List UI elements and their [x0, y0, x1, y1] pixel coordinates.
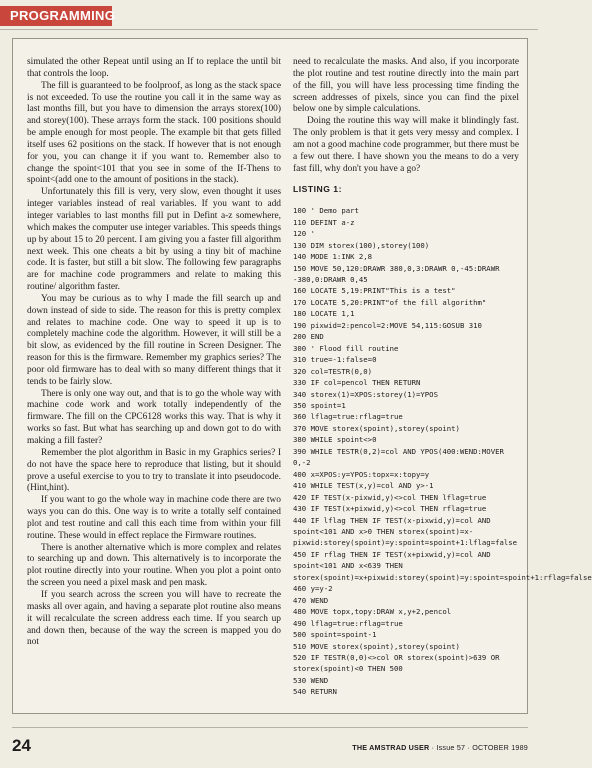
- code-line: 350 spoint=1: [293, 400, 346, 410]
- code-line: 480 MOVE topx,topy:DRAW x,y+2,pencol: [293, 607, 452, 617]
- paragraph: If you search across the screen you will have to recreate the masks all over again, and having a separate plot routine also means it will recalculate the screen address each time. If you search up and down then, because of the way the screen is mapped you do not: [27, 589, 281, 648]
- publication-name: THE AMSTRAD USER: [352, 743, 430, 752]
- code-line: 330 IF col=pencol THEN RETURN: [293, 378, 421, 388]
- code-line: 110 DEFINT a-z: [293, 217, 355, 227]
- code-line: 430 IF TEST(x+pixwid,y)<>col THEN rflag=true: [293, 504, 487, 514]
- section-header: PROGRAMMING: [0, 6, 112, 26]
- issue-info: · Issue 57 · OCTOBER 1989: [429, 743, 528, 752]
- code-listing: [293, 205, 592, 697]
- left-column: [27, 57, 281, 649]
- footer-rule: [12, 727, 528, 728]
- code-line: 190 pixwid=2:pencol=2:MOVE 54,115:GOSUB 310: [293, 320, 482, 330]
- code-line: 390 WHILE TESTR(0,2)=col AND YPOS(400:WEND:MOVER 0,-2: [293, 446, 509, 468]
- paragraph: There is only one way out, and that is to go the whole way with machine code work and work totally independently of the firmware. The fill on the CPC6128 works this way. That is why it works so fast. But what has searching up and down got to do with making a fill faster?: [27, 388, 281, 446]
- code-line: 440 IF lflag THEN IF TEST(x-pixwid,y)=col AND spoint<101 AND x>0 THEN storex(spoint)=x-pixwid:storey(spoint)=y:spoint=spoint+1:lflag=false: [293, 515, 518, 548]
- code-line: 490 lflag=true:rflag=true: [293, 618, 403, 628]
- code-line: 100 ' Demo part: [293, 206, 359, 216]
- code-line: 140 MODE 1:INK 2,8: [293, 252, 373, 262]
- footer-credit: [352, 743, 528, 752]
- code-line: 420 IF TEST(x-pixwid,y)<>col THEN lflag=true: [293, 492, 487, 502]
- code-line: 170 LOCATE 5,20:PRINT"of the fill algorithm": [293, 297, 487, 307]
- paragraph: Doing the routine this way will make it blindingly fast. The only problem is that it gets very messy and complex. I am not a good machine code programmer, but there must be a few out there. I have shown you the means to do a very fast fill, why don't you have a go?: [293, 116, 519, 174]
- code-line: 310 true=-1:false=0: [293, 355, 377, 365]
- paragraph: Unfortunately this fill is very, very slow, even thought it uses integer variables instead of real variables. If you want to add integer variables to last months fill put in Defint a-z somewhere, which makes the computer use integer variables. This speeds things up by about 15 to 20 percent. I am giving you a faster fill algorithm next week. This one cheats a bit by using a tiny bit of machine code. It is faster, but still a bit slow. The following few paragraphs are for machine code programmers and relate to making this routine/ algorithm faster.: [27, 187, 281, 293]
- code-line: 460 y=y-2: [293, 584, 333, 594]
- code-line: 360 lflag=true:rflag=true: [293, 412, 403, 422]
- code-line: 130 DIM storex(100),storey(100): [293, 240, 430, 250]
- code-line: 370 MOVE storex(spoint),storey(spoint): [293, 423, 460, 433]
- code-line: 300 ' Flood fill routine: [293, 343, 399, 353]
- paragraph: If you want to go the whole way in machine code there are two ways you can do this. One way is to write a totally self contained plot and test routine and call this each time from within your fill routine. These would in effect replace the Firmware routines.: [27, 495, 281, 541]
- paragraph: The fill is guaranteed to be foolproof, as long as the stack space is not exceeded. To use the routine you call it in the same way as last months fill, but you have to dimension the arrays storex(100) and storey(100). These arrays form the stack. 100 positions should be ample enough for most people. The example bit that gets filled itself uses 62 positions on the stack. If however that is not enough for you, you can change it if you want to. Remember also to change the spoint<101 that you see in some of the If-Thens to spoint<(add one to the amount of positions in the stack).: [27, 80, 281, 186]
- right-column: [293, 57, 592, 698]
- code-line: 540 RETURN: [293, 687, 337, 697]
- code-line: 380 WHILE spoint<>0: [293, 435, 377, 445]
- code-line: 470 WEND: [293, 595, 329, 605]
- code-line: 120 ': [293, 229, 315, 239]
- code-line: 320 col=TESTR(0,0): [293, 366, 373, 376]
- code-line: 510 MOVE storex(spoint),storey(spoint): [293, 641, 460, 651]
- paragraph: You may be curious as to why I made the fill search up and down instead of side to side. The reason for this is pretty complex and relates to machine code. One way to speed it up is to completely machine code the algorithm. However, it will still be a bit slow, as evidenced by the fill routine in Screen Designer. The reason for this is the firmware. Remember my graphics series? The poor old firmware has to deal with so many different things that it tends to be fairly slow.: [27, 293, 281, 387]
- page-number: 24: [12, 736, 31, 755]
- listing-title: LISTING 1:: [293, 184, 342, 195]
- code-line: 500 spoint=spoint-1: [293, 630, 377, 640]
- header-rule: [0, 29, 538, 30]
- code-line: 400 x=XPOS:y=YPOS:topx=x:topy=y: [293, 469, 430, 479]
- paragraph: Remember the plot algorithm in Basic in my Graphics series? I do not have the space here to reproduce that listing, but it should prove a useful exercise to you to try to translate it into pseudocode. (Hint,hint).: [27, 447, 281, 494]
- paragraph: There is another alternative which is more complex and relates to searching up and down. This alternatively is to incorporate the plot routine directly into your routine. When you plot a point onto the screen you need a pixel mask and pen mask.: [27, 542, 281, 589]
- paragraph: need to recalculate the masks. And also, if you incorporate the plot routine and test routine directly into the main part of the fill, you will have less processing time finding the screen addresses of pixels, since you can find the pixel below one by simple calculations.: [293, 57, 519, 115]
- paragraph: simulated the other Repeat until using an If to replace the until bit that controls the loop.: [27, 57, 281, 79]
- code-line: 450 IF rflag THEN IF TEST(x+pixwid,y)=col AND spoint<101 AND x<639 THEN storex(spoint)=x+pixwid:storey(spoint)=y:spoint=spoint+1:rflag=false: [293, 549, 592, 582]
- code-line: 410 WHILE TEST(x,y)=col AND y>-1: [293, 481, 434, 491]
- code-line: 160 LOCATE 5,19:PRINT"This is a test": [293, 286, 456, 296]
- code-line: 340 storex(1)=XPOS:storey(1)=YPOS: [293, 389, 438, 399]
- code-line: 530 WEND: [293, 675, 329, 685]
- code-line: 180 LOCATE 1,1: [293, 309, 355, 319]
- code-line: 200 END: [293, 332, 324, 342]
- code-line: 520 IF TESTR(0,0)<>col OR storex(spoint)>639 OR storex(spoint)<0 THEN 500: [293, 652, 504, 674]
- article-panel: [12, 38, 592, 714]
- code-line: 150 MOVE 50,120:DRAWR 380,0,3:DRAWR 0,-45:DRAWR -380,0:DRAWR 0,45: [293, 263, 504, 284]
